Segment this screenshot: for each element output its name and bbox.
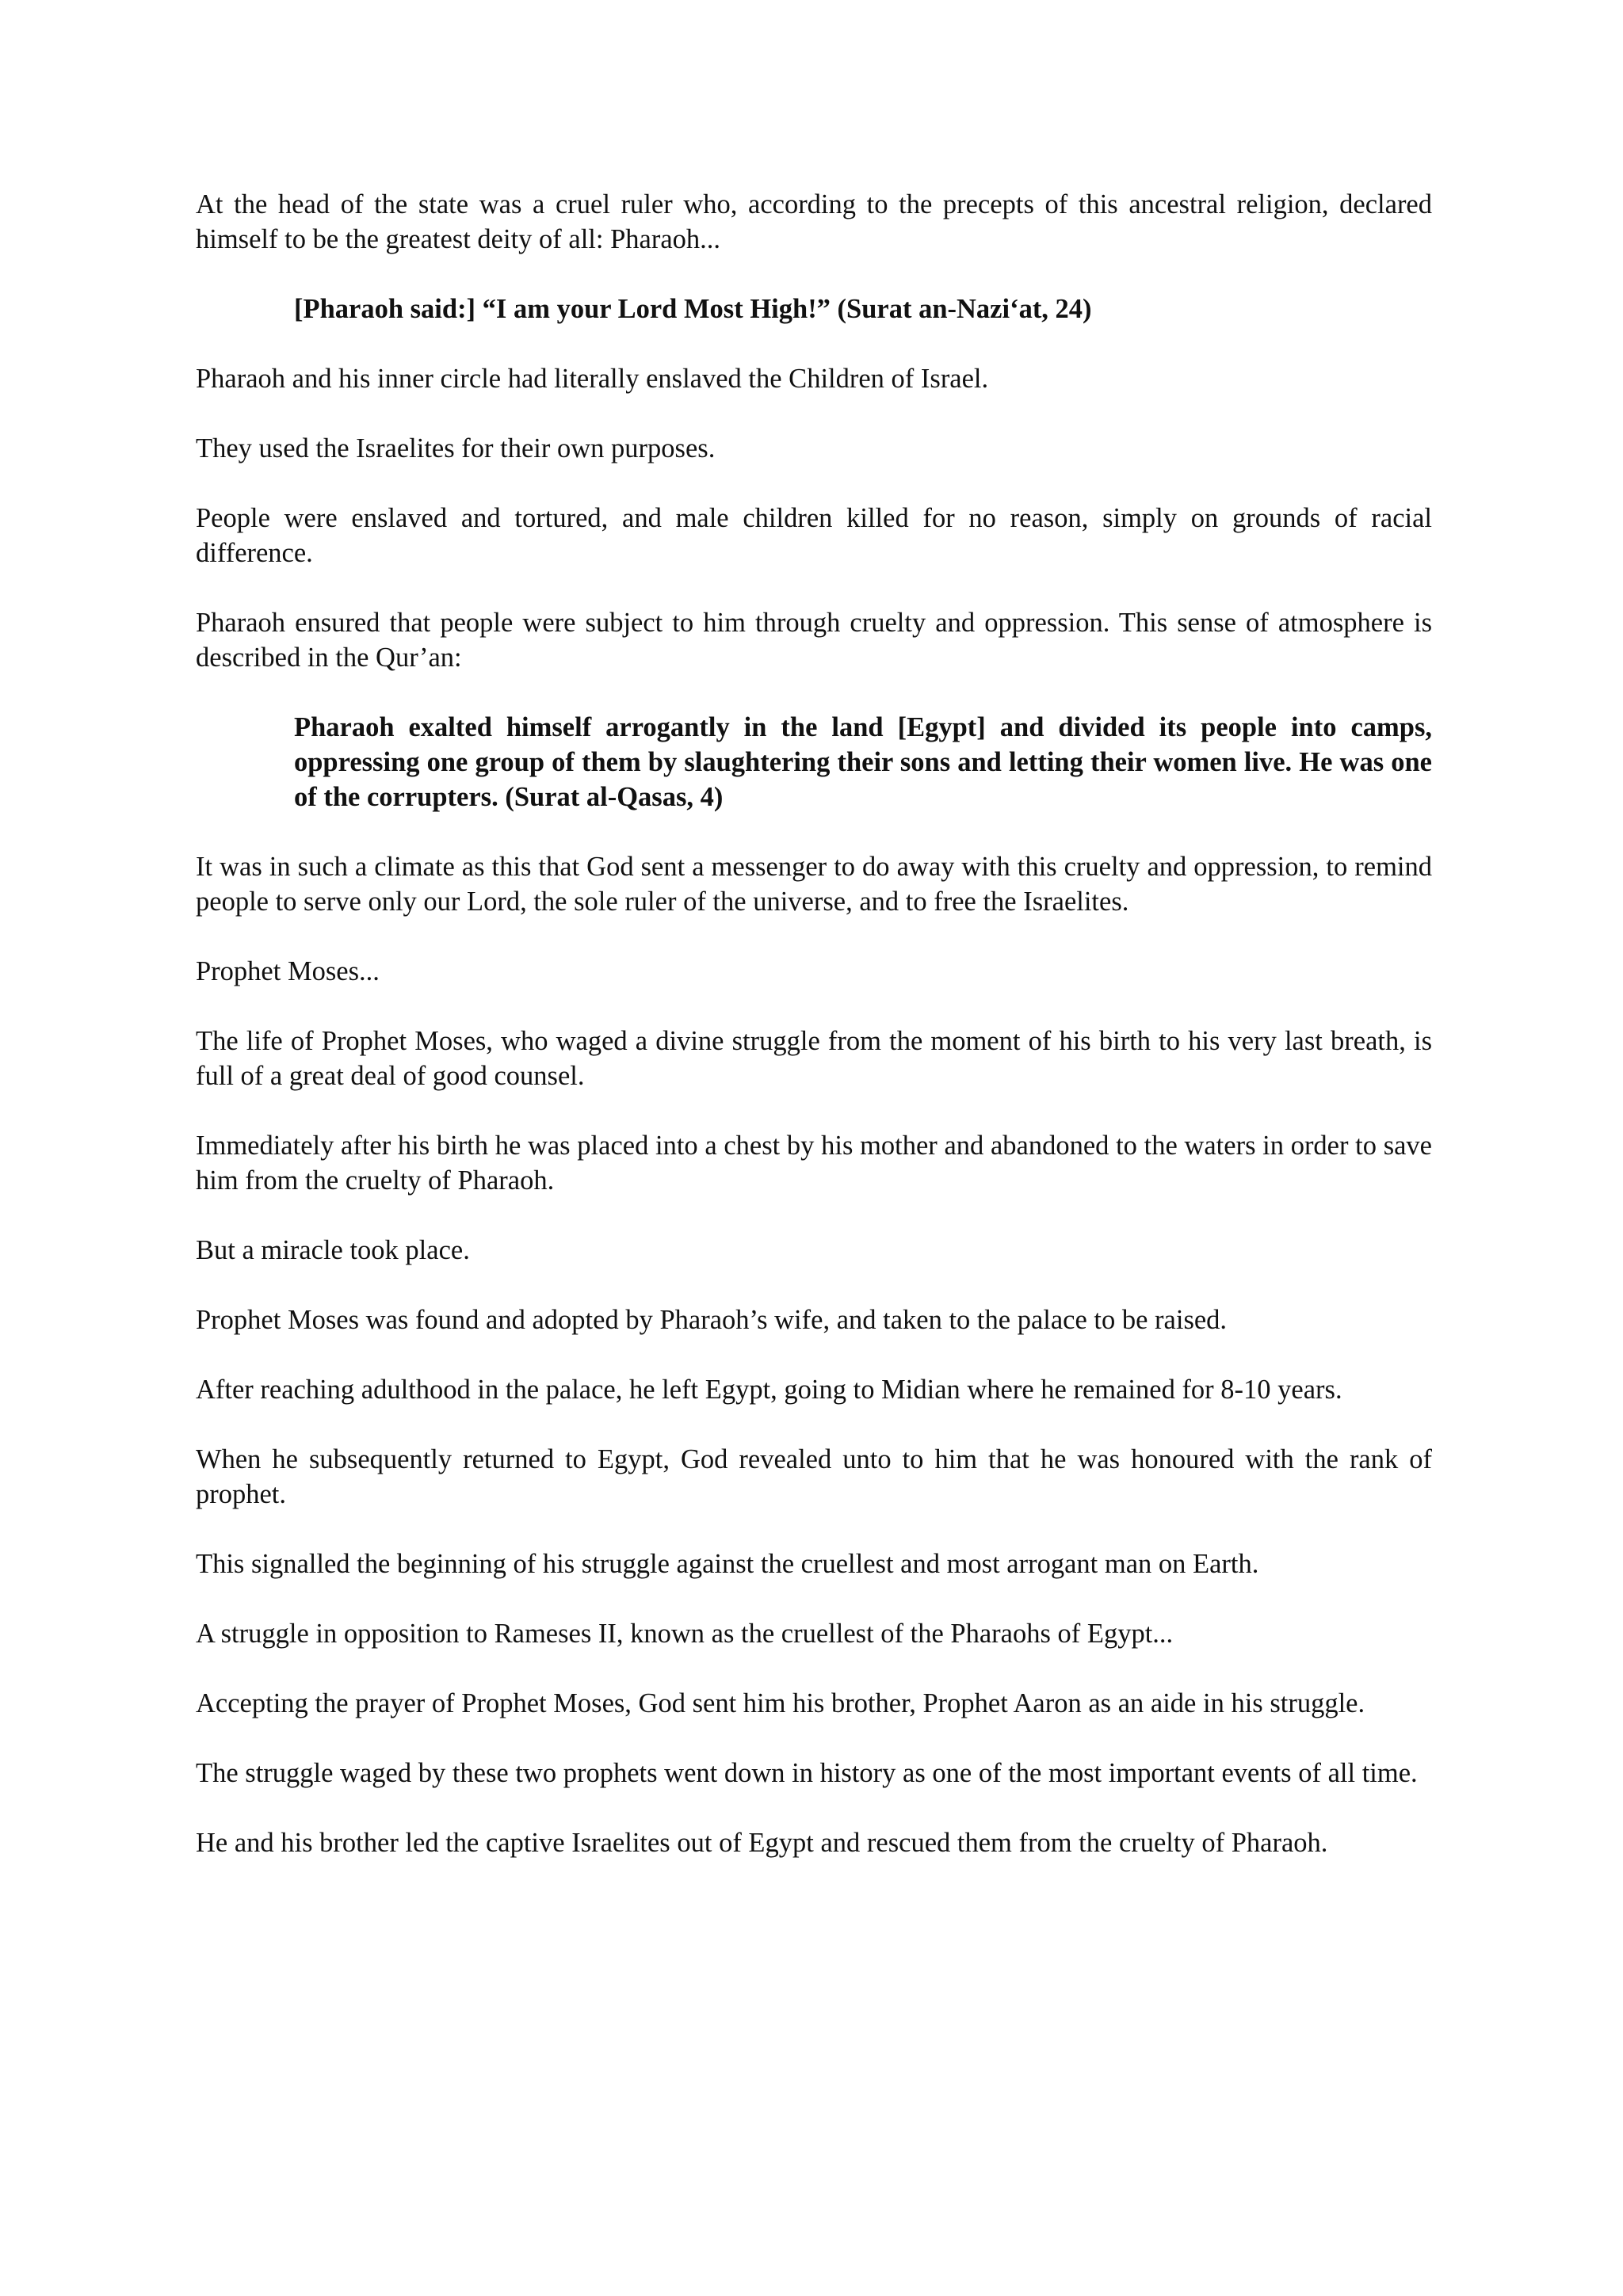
paragraph: But a miracle took place. — [196, 1235, 470, 1265]
paragraph: This signalled the beginning of his struggle against the cruellest and most arrogant man on Earth. — [196, 1549, 1259, 1579]
paragraph: Prophet Moses was found and adopted by Pharaoh’s wife, and taken to the palace to be raised. — [196, 1305, 1228, 1335]
paragraph: It was in such a climate as this that God sent a messenger to do away with this cruelty and oppression, to remind people to serve only our Lord, the sole ruler of the universe, and to free the Israelites. — [196, 852, 1432, 917]
paragraph: People were enslaved and tortured, and male children killed for no reason, simply on grounds of racial difference. — [196, 503, 1432, 568]
paragraph: A struggle in opposition to Rameses II, known as the cruellest of the Pharaohs of Egypt... — [196, 1619, 1174, 1649]
paragraph: Pharaoh and his inner circle had literally enslaved the Children of Israel. — [196, 364, 989, 394]
paragraph: At the head of the state was a cruel ruler who, according to the precepts of this ancestral religion, declared himself to be the greatest deity of all: Pharaoh... — [196, 189, 1432, 254]
paragraph: The struggle waged by these two prophets went down in history as one of the most important events of all time. — [196, 1758, 1418, 1788]
paragraph: Prophet Moses... — [196, 956, 380, 986]
quote-block: [Pharaoh said:] “I am your Lord Most High!” (Surat an-Nazi‘at, 24) — [294, 294, 1092, 324]
paragraph: The life of Prophet Moses, who waged a divine struggle from the moment of his birth to his very last breath, is full of a great deal of good counsel. — [196, 1026, 1432, 1091]
document-page — [196, 187, 1432, 1895]
quote-block: Pharaoh exalted himself arrogantly in the land [Egypt] and divided its people into camps, oppressing one group of them by slaughtering their sons and letting their women live. He was one of the corrupters. (Surat al-Qasas, 4) — [294, 712, 1432, 812]
paragraph: Pharaoh ensured that people were subject to him through cruelty and oppression. This sense of atmosphere is described in the Qur’an: — [196, 608, 1432, 673]
paragraph: After reaching adulthood in the palace, he left Egypt, going to Midian where he remained for 8-10 years. — [196, 1375, 1342, 1405]
paragraph: He and his brother led the captive Israelites out of Egypt and rescued them from the cruelty of Pharaoh. — [196, 1828, 1328, 1858]
paragraph: Accepting the prayer of Prophet Moses, God sent him his brother, Prophet Aaron as an aide in his struggle. — [196, 1688, 1365, 1718]
paragraph: They used the Israelites for their own purposes. — [196, 433, 716, 463]
paragraph: When he subsequently returned to Egypt, God revealed unto to him that he was honoured with the rank of prophet. — [196, 1444, 1432, 1509]
paragraph: Immediately after his birth he was placed into a chest by his mother and abandoned to the waters in order to save him from the cruelty of Pharaoh. — [196, 1131, 1432, 1196]
